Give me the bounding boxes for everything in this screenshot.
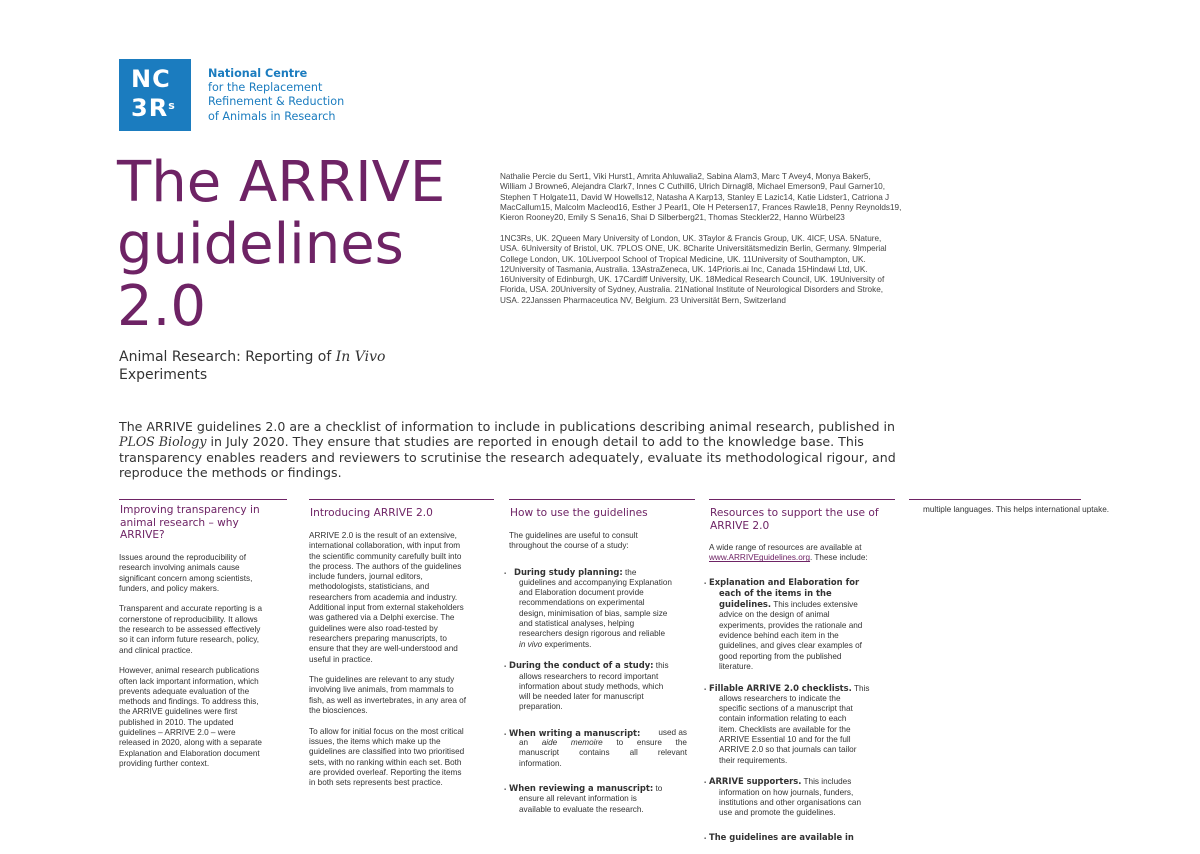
bullet-dot-icon: ▪ [704, 836, 707, 843]
logo-mark-line2: $3R^s$ [131, 94, 176, 122]
bullet-writing-manuscript: ▪ When writing a manuscript: used as an aide memoire to ensure the manuscript contains all relevant information. [504, 727, 687, 768]
bullet-explanation-elaboration: ▪ Explanation and Elaboration for each of the items in the guidelines. This includes extensive advice on the design of animal experiments, provides the rationale and evidence behind each item in the guidelines, and gives clear examples of good reporting from the published literature. [704, 576, 863, 671]
affiliation-list: 1NC3Rs, UK. 2Queen Mary University of London, UK. 3Taylor & Francis Group, UK. 4ICF, USA. 5Nature, USA. 6University of Bristol, UK. 7PLOS ONE, UK. 8Charite Universitätsmedizin Berlin, Germany. 9Imperial College London, UK. 10Liverpool School of Tropical Medicine, UK. 11University of Southampton, UK. 12University of Tasmania, Australia. 13AstraZeneca, UK. 14Prioris.ai Inc, Canada 15Hindawi Ltd, UK. 16University of Edinburgh, UK. 17Cardiff University, UK. 18Medical Research Council, UK. 19University of Florida, USA. 20University of Sydney, Australia. 21National Institute of Neurological Disorders and Stroke, USA. 22Janssen Pharmaceutica NV, Belgium. 23 Universität Bern, Switzerland [500, 234, 887, 305]
column-rule-5 [909, 499, 1081, 500]
section-body-languages-continued: multiple languages. This helps international uptake. [923, 505, 1110, 514]
author-list: Nathalie Percie du Sert1, Viki Hurst1, Amrita Ahluwalia2, Sabina Alam3, Marc T Avey4, Monya Baker5, William J Browne6, Alejandra Clark7, Innes C Cuthill6, Ulrich Dirnagl8, Michael Emerson9, Paul Garner10, Stephen T Holgate11, David W Howells12, Natasha A Karp13, Stanley E Lazic14, Katie Lidster1, Catriona J MacCallum15, Malcolm Macleod16, Esther J Pearl1, Ole H Petersen17, Frances Rawle18, Penny Reynolds19, Kieron Rooney20, Emily S Sena16, Shai D Silberberg21, Thomas Steckler22, Hanno Würbel23 [500, 172, 902, 223]
bullet-dot-icon: ▪ [704, 580, 707, 587]
title-line-3: 2.0 [117, 274, 207, 339]
bullet-dot-icon: ▪ [504, 786, 507, 793]
section-body-why-arrive: Issues around the reproducibility of research involving animals cause significant concern among scientists, funders, and policy makers. Transparent and accurate reporting is a cornerstone of reproducibility. It allows the research to be assessed effectively so it can inform future research, policy, and clinical practice. However, animal research publications often lack important information, which prevents adequate evaluation of the methods and findings. To address this, the ARRIVE guidelines were first published in 2010. The updated guidelines – ARRIVE 2.0 – were released in 2020, along with a separate Explanation and Elaboration document providing further context. [119, 553, 263, 768]
bullet-arrive-supporters: ▪ ARRIVE supporters. This includes information on how journals, funders, institutions and other organisations can use and promote the guidelines. [704, 776, 862, 818]
section-heading-why-arrive: Improving transparency in animal research – why ARRIVE? [120, 504, 260, 542]
column-rule-3 [509, 499, 695, 500]
bullet-languages: ▪ The guidelines are available in [709, 832, 895, 843]
column-rule-1 [119, 499, 287, 500]
organization-name [208, 67, 344, 124]
title-line-2: guidelines [117, 212, 404, 277]
org-line-3: Refinement & Reduction [208, 95, 345, 109]
bullet-dot-icon: ▪ [704, 686, 707, 693]
section-heading-how-to-use: How to use the guidelines [510, 507, 648, 519]
intro-paragraph: The ARRIVE guidelines 2.0 are a checklist of information to include in publications describing animal research, published in PLOS Biology in July 2020. They ensure that studies are reported in enough detail to add to the knowledge base. This transparency enables readers and reviewers to scrutinise the research adequately, evaluate its methodological rigour, and reproduce the methods or findings. [119, 419, 896, 481]
section-body-introducing: ARRIVE 2.0 is the result of an extensive, international collaboration, with input from the scientific community carefully built into the process. The authors of the guidelines include funders, journal editors, methodologists, statisticians, and researchers from academia and industry. Additional input from external stakeholders was gathered via a Delphi exercise. The guidelines were also road-tested by researchers preparing manuscripts, to ensure that they are well-understood and useful in practice. The guidelines are relevant to any study involving live animals, from mammals to fish, as well as invertebrates, in any area of the biosciences. To allow for initial focus on the most critical issues, the items which make up the guidelines are classified into two prioritised sets, with no ranking within each set. Both are provided overleaf. Reporting the items in both sets represents best practice. [309, 531, 467, 788]
org-line-1: National Centre [208, 67, 308, 80]
org-line-4: of Animals in Research [208, 109, 336, 123]
nc3rs-logo-mark [119, 59, 191, 131]
bullet-fillable-checklists: ▪ Fillable ARRIVE 2.0 checklists. This allows researchers to indicate the specific sections of a manuscript that contain information relating to each item. Checklists are available for the ARRIVE Essential 10 and for the full ARRIVE 2.0 so that journals can tailor their requirements. [704, 682, 870, 765]
section-heading-resources: Resources to support the use of ARRIVE 2.0 [710, 507, 879, 532]
bullet-reviewing-manuscript: ▪ When reviewing a manuscript: to ensure all relevant information is available to evaluate the research. [504, 782, 663, 814]
bullet-dot-icon: ▪ [504, 664, 507, 671]
section-body-resources: A wide range of resources are available at www.ARRIVEguidelines.org. These include: ▪ Explanation and Elaboration for each of the items in the guidelines. This includes extensive advice on the design of animal experiments, provides the rationale and evidence behind each item in the guidelines, and gives clear examples of good reporting from the published literature. ▪ Fillable ARRIVE 2.0 checklists. This allows researchers to indicate the specific sections of a manuscript that contain information relating to each item. Checklists are available for the ARRIVE Essential 10 and for the full ARRIVE 2.0 so that journals can tailor their requirements. ▪ ARRIVE supporters. This includes information on how journals, funders, institutions and other organisations can use and promote the guidelines. ▪ The guidelines are available in [709, 543, 895, 854]
subtitle: Animal Research: Reporting of In Vivo Experiments [119, 349, 386, 383]
arrive-guidelines-link[interactable]: www.ARRIVEguidelines.org [709, 553, 811, 563]
column-rule-4 [709, 499, 895, 500]
bullet-dot-icon: ▪ [504, 570, 507, 577]
bullet-study-conduct: ▪ During the conduct of a study: this allows researchers to record important information about study methods, which will be needed later for manuscript preparation. [504, 660, 669, 712]
page-title [117, 152, 447, 338]
bullet-dot-icon: ▪ [704, 780, 707, 787]
bullet-dot-icon: ▪ [504, 731, 507, 738]
bullet-study-planning: ▪ During study planning: the guidelines and accompanying Explanation and Elaboration document provide recommendations on experimental design, minimisation of bias, sample size and statistical analyses, helping researchers design rigorous and reliable in vivo experiments. [504, 566, 672, 649]
column-rule-2 [309, 499, 494, 500]
logo-mark-line1: NC [131, 65, 171, 93]
org-line-2: for the Replacement [208, 81, 323, 95]
section-body-how-to-use: The guidelines are useful to consult throughout the course of a study: ▪ During study planning: the guidelines and accompanying Explanation and Elaboration document provide recommendations on experimental design, minimisation of bias, sample size and statistical analyses, helping researchers design rigorous and reliable in vivo experiments. ▪ During the conduct of a study: this allows researchers to record important information about study methods, which will be needed later for manuscript preparation. ▪ When writing a manuscript: used as an aide memoire to ensure the manuscript contains all relevant information. ▪ When reviewing a manuscript: to ensure all relevant information is available to evaluate the research. [504, 531, 687, 814]
section-heading-introducing: Introducing ARRIVE 2.0 [310, 507, 433, 519]
title-line-1: The ARRIVE [117, 150, 446, 215]
